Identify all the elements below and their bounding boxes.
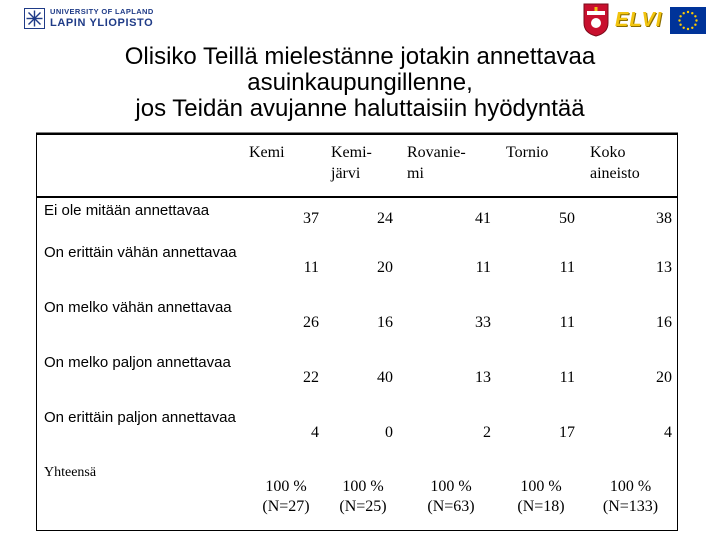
table-row [36, 350, 678, 405]
header-empty [36, 134, 249, 197]
cell-value: 50 [499, 197, 583, 240]
university-name-fi: LAPIN YLIOPISTO [50, 16, 154, 29]
university-name-en: UNIVERSITY OF LAPLAND [50, 7, 154, 17]
cell-value: 11 [475, 258, 491, 276]
row-label: On melko paljon annettavaa [44, 354, 231, 371]
cell-value: 24 [323, 197, 403, 240]
table-row [36, 240, 678, 295]
cell-value: 11 [559, 258, 575, 276]
total-cell: 100 % (N=18) [517, 478, 565, 515]
cell-value: 38 [583, 197, 678, 240]
column-header: Kemi- järvi [331, 144, 372, 182]
column-header: Koko aineisto [590, 144, 640, 182]
snowflake-icon [24, 8, 45, 29]
row-label: On erittäin vähän annettavaa [44, 244, 237, 261]
row-label: Ei ole mitään annettavaa [36, 197, 249, 240]
total-cell: 100 % (N=133) [602, 478, 659, 515]
cell-value: 16 [377, 313, 393, 331]
cell-value: 41 [403, 197, 499, 240]
elvi-logo: ELVI [615, 8, 663, 31]
cell-value: 13 [656, 258, 672, 276]
header-row [36, 134, 678, 197]
results-table [36, 133, 678, 534]
cell-value: 11 [303, 258, 319, 276]
cell-value: 0 [385, 423, 393, 441]
cell-value: 40 [377, 368, 393, 386]
table-row [36, 197, 678, 240]
cell-value: 4 [664, 423, 672, 441]
page-title [60, 44, 660, 122]
cell-value: 13 [475, 368, 491, 386]
row-label: On melko vähän annettavaa [44, 299, 232, 316]
cell-value: 37 [249, 197, 323, 240]
cell-value: 33 [475, 313, 491, 331]
total-row [36, 460, 678, 534]
row-label: Yhteensä [44, 465, 97, 480]
cell-value: 11 [559, 313, 575, 331]
title-line: jos Teidän avujanne haluttaisiin hyödyntää [135, 95, 585, 122]
cell-value: 16 [656, 313, 672, 331]
coat-of-arms-icon [583, 3, 609, 37]
title-line: asuinkaupungillenne, [247, 69, 473, 96]
cell-value: 11 [559, 368, 575, 386]
cell-value: 17 [559, 423, 575, 441]
eu-flag-icon [670, 7, 706, 34]
cell-value: 4 [311, 423, 319, 441]
total-cell: 100 % (N=63) [427, 478, 475, 515]
cell-value: 2 [483, 423, 491, 441]
university-logo [24, 8, 154, 29]
total-cell: 100 % (N=27) [262, 478, 310, 515]
cell-value: 22 [303, 368, 319, 386]
title-line: Olisiko Teillä mielestänne jotakin annettavaa [124, 43, 596, 70]
column-header: Tornio [506, 144, 549, 161]
total-cell: 100 % (N=25) [339, 478, 387, 515]
cell-value: 20 [656, 368, 672, 386]
cell-value: 20 [377, 258, 393, 276]
row-label: On erittäin paljon annettavaa [44, 409, 236, 426]
table-row [36, 295, 678, 350]
column-header: Rovanie- mi [407, 144, 466, 182]
table-row [36, 405, 678, 460]
column-header: Kemi [249, 144, 285, 161]
cell-value: 26 [303, 313, 319, 331]
partner-logos [583, 3, 706, 37]
